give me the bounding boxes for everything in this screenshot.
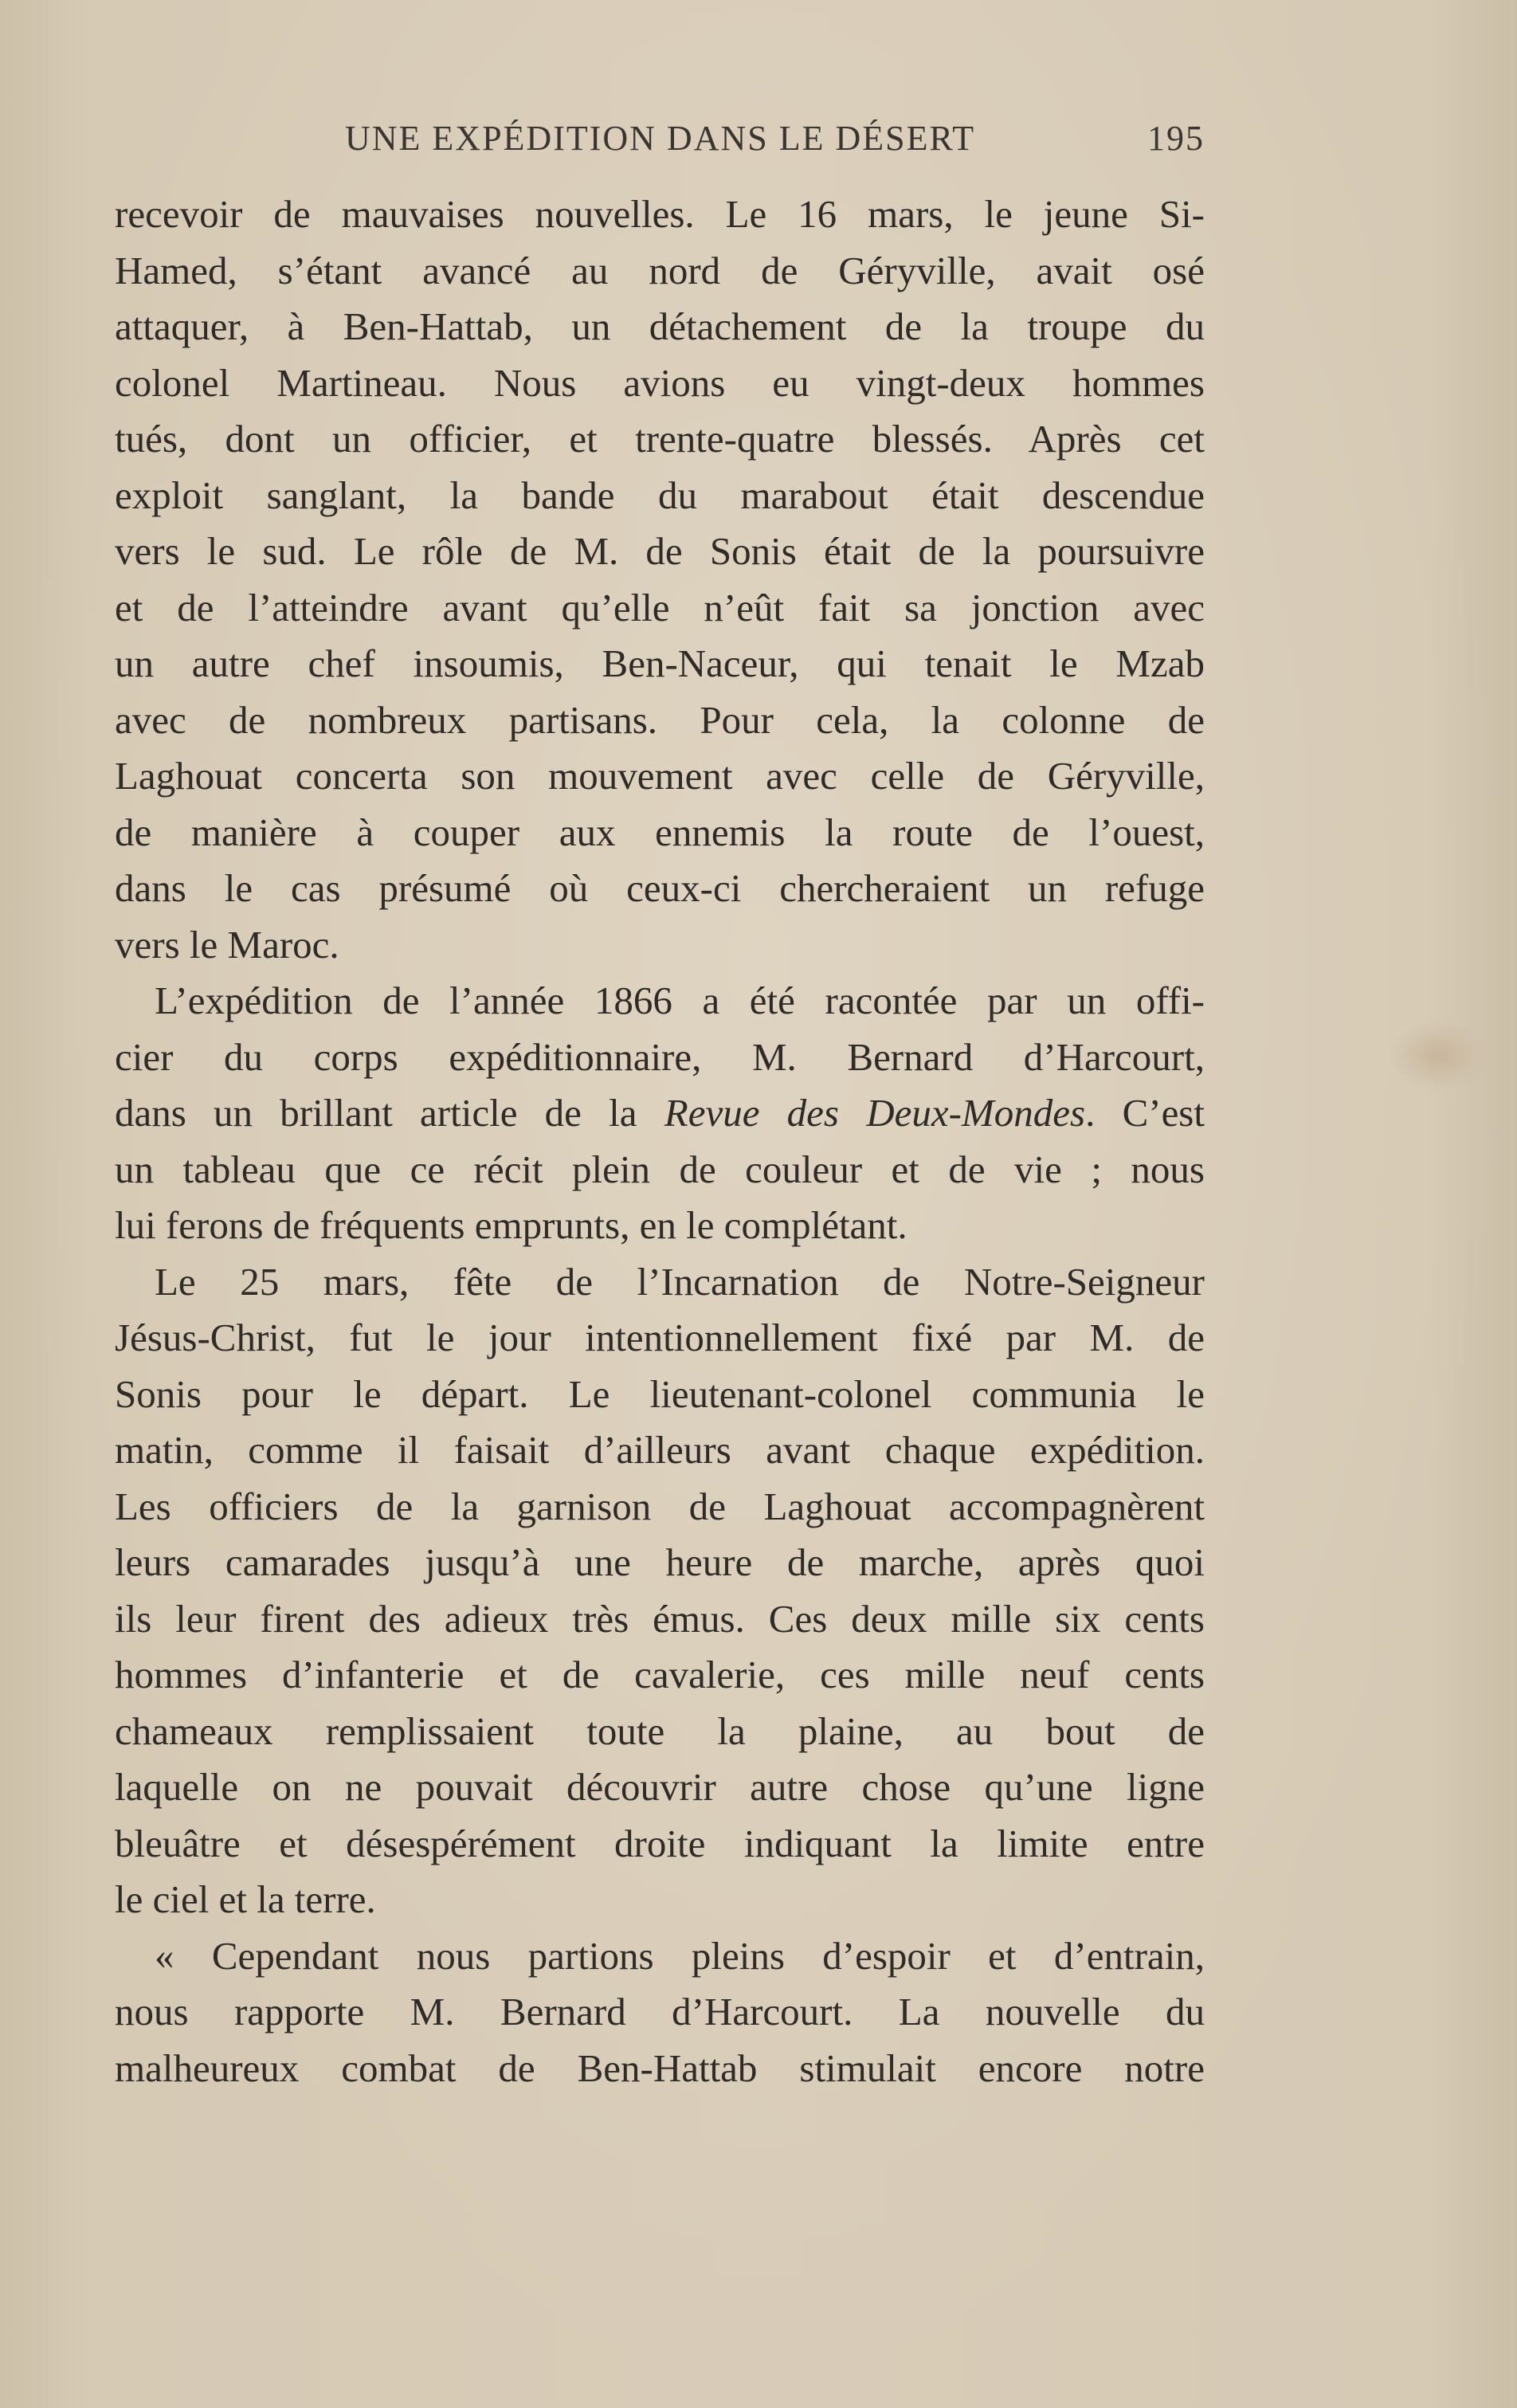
text-line: un autre chef insoumis, Ben-Naceur, qui tenait le Mzab xyxy=(115,641,1205,685)
text-line: matin, comme il faisait d’ailleurs avant chaque expédition. xyxy=(115,1428,1205,1472)
text-line: Jésus-Christ, fut le jour intentionnellement fixé par M. de xyxy=(115,1316,1205,1359)
text-line: ils leur firent des adieux très émus. Ces deux mille six cents xyxy=(115,1596,1205,1641)
text-line: un tableau que ce récit plein de couleur et de vie ; nous xyxy=(115,1147,1205,1191)
text-line: lui ferons de fréquents emprunts, en le complétant. xyxy=(115,1203,907,1247)
body-text xyxy=(115,186,1205,2096)
text-line: attaquer, à Ben-Hattab, un détachement de la troupe du xyxy=(115,304,1205,348)
journal-title: Revue des Deux-Mondes xyxy=(664,1091,1086,1135)
text-line: dans un brillant article de la Revue des Deux-Mondes. C’est xyxy=(115,1091,1205,1135)
text-line: tués, dont un officier, et trente-quatre blessés. Après cet xyxy=(115,417,1205,461)
text-line: et de l’atteindre avant qu’elle n’eût fait sa jonction avec xyxy=(115,585,1205,629)
text-line: Hamed, s’étant avancé au nord de Géryville, avait osé xyxy=(115,248,1205,292)
text-line: cier du corps expéditionnaire, M. Bernard d’Harcourt, xyxy=(115,1034,1205,1079)
page-header xyxy=(120,118,1205,166)
page-number: 195 xyxy=(1147,119,1205,158)
text-line: avec de nombreux partisans. Pour cela, la colonne de xyxy=(115,697,1205,742)
text-line: Le 25 mars, fête de l’Incarnation de Notre-Seigneur xyxy=(155,1259,1205,1304)
text-line: colonel Martineau. Nous avions eu vingt-deux hommes xyxy=(115,360,1205,405)
text-line: leurs camarades jusqu’à une heure de marche, après quoi xyxy=(115,1540,1205,1584)
text-line: vers le sud. Le rôle de M. de Sonis était de la poursuivre xyxy=(115,529,1205,573)
text-line: nous rapporte M. Bernard d’Harcourt. La nouvelle du xyxy=(115,1990,1205,2033)
paper-stain xyxy=(1390,1020,1485,1092)
text-line: de manière à couper aux ennemis la route de l’ouest, xyxy=(115,810,1205,854)
text-line: Les officiers de la garnison de Laghouat accompagnèrent xyxy=(115,1484,1205,1528)
text-line: recevoir de mauvaises nouvelles. Le 16 mars, le jeune Si- xyxy=(115,192,1205,236)
text-line: le ciel et la terre. xyxy=(115,1877,376,1921)
text-line: hommes d’infanterie et de cavalerie, ces mille neuf cents xyxy=(115,1653,1205,1696)
text-line: « Cependant nous partions pleins d’espoir et d’entrain, xyxy=(155,1933,1205,1978)
running-head: UNE EXPÉDITION DANS LE DÉSERT xyxy=(345,119,976,158)
text-line: dans le cas présumé où ceux-ci chercheraient un refuge xyxy=(115,866,1205,910)
text-line: Laghouat concerta son mouvement avec celle de Géryville, xyxy=(115,754,1205,798)
text-line: L’expédition de l’année 1866 a été racontée par un offi- xyxy=(155,978,1205,1022)
text-line: laquelle on ne pouvait découvrir autre chose qu’une ligne xyxy=(115,1765,1205,1809)
text-line: chameaux remplissaient toute la plaine, au bout de xyxy=(115,1708,1205,1753)
text-line: vers le Maroc. xyxy=(115,922,339,967)
text-line: malheureux combat de Ben-Hattab stimulait encore notre xyxy=(115,2045,1205,2090)
text-line: exploit sanglant, la bande du marabout était descendue xyxy=(115,473,1205,517)
text-line: Sonis pour le départ. Le lieutenant-colonel communia le xyxy=(115,1371,1205,1416)
text-line: bleuâtre et désespérément droite indiquant la limite entre xyxy=(115,1821,1205,1865)
